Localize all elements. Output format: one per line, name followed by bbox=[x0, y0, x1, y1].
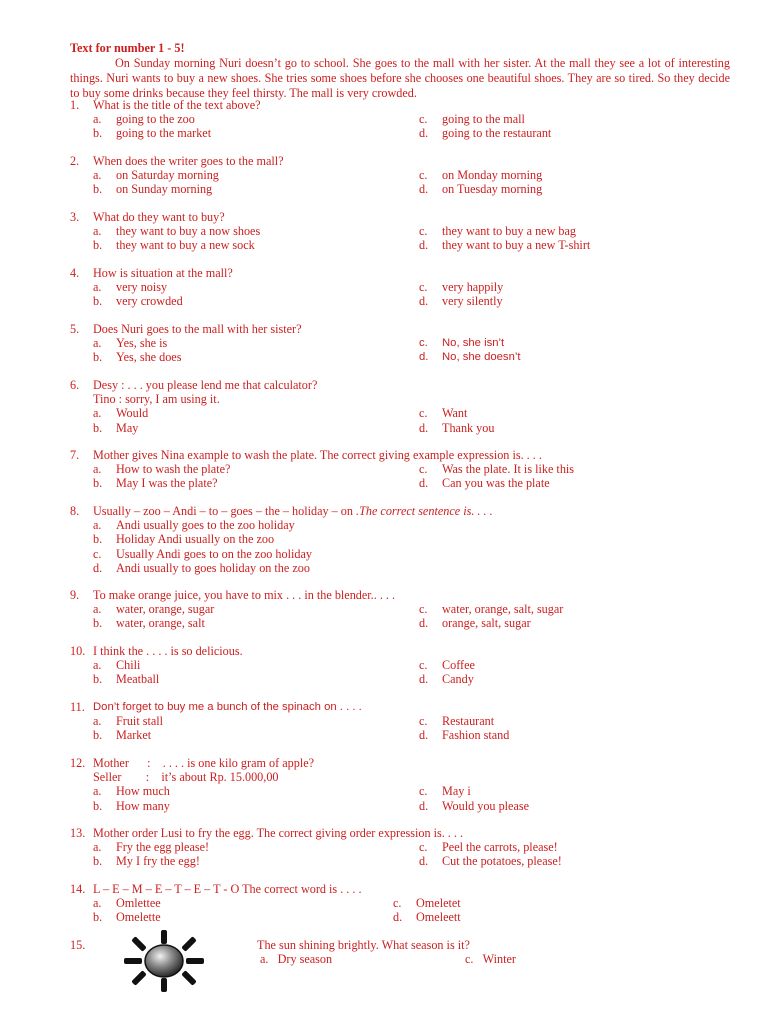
option-c[interactable] bbox=[419, 280, 719, 294]
question-8 bbox=[70, 504, 740, 575]
option-text: Omelette bbox=[116, 910, 161, 925]
question-text: The sun shining brightly. What season is it? bbox=[257, 938, 470, 952]
option-letter: c. bbox=[393, 896, 402, 911]
option-letter: b. bbox=[93, 126, 103, 141]
option-b[interactable] bbox=[93, 616, 419, 630]
option-letter: b. bbox=[93, 350, 103, 365]
question-number: 3. bbox=[70, 210, 80, 224]
option-letter: d. bbox=[419, 476, 429, 491]
question-text: Mother : . . . . is one kilo gram of apple? bbox=[93, 756, 315, 770]
option-letter: d. bbox=[419, 182, 429, 197]
option-a[interactable] bbox=[93, 406, 419, 420]
option-b[interactable] bbox=[93, 126, 419, 140]
option-text: Was the plate. It is like this bbox=[442, 462, 575, 477]
option-text: Would you please bbox=[442, 798, 530, 813]
question-number: 13. bbox=[70, 826, 86, 840]
option-text: Omeletet bbox=[416, 896, 461, 911]
question-7 bbox=[70, 448, 740, 491]
option-b[interactable] bbox=[93, 238, 419, 252]
question-number: 10. bbox=[70, 644, 86, 658]
option-a[interactable] bbox=[93, 168, 419, 182]
option-text: Yes, she does bbox=[116, 350, 182, 365]
question-text: Usually – zoo – Andi – to – goes – the – holiday – on bbox=[93, 504, 353, 518]
option-letter: d. bbox=[419, 420, 429, 435]
option-d[interactable] bbox=[419, 126, 719, 140]
option-a[interactable] bbox=[93, 896, 393, 910]
option-text: they want to buy a new sock bbox=[116, 238, 255, 253]
option-d[interactable] bbox=[93, 561, 719, 575]
question-6 bbox=[70, 378, 740, 435]
option-d[interactable] bbox=[419, 421, 719, 435]
option-text: Chili bbox=[116, 658, 141, 673]
option-letter: d. bbox=[419, 126, 429, 141]
option-text: they want to buy a new T-shirt bbox=[442, 238, 591, 253]
option-letter: b. bbox=[93, 294, 103, 309]
option-text: May i bbox=[442, 784, 471, 799]
option-text: very crowded bbox=[116, 294, 183, 309]
question-5 bbox=[70, 322, 740, 365]
option-letter: b. bbox=[93, 798, 103, 813]
option-text: going to the zoo bbox=[116, 112, 195, 127]
option-b[interactable] bbox=[93, 672, 419, 686]
question-text: I think the . . . . is so delicious. bbox=[93, 644, 243, 658]
option-c[interactable] bbox=[419, 168, 719, 182]
option-b[interactable] bbox=[93, 182, 419, 196]
reading-passage bbox=[70, 41, 730, 101]
option-letter: a. bbox=[93, 280, 102, 295]
option-c[interactable] bbox=[419, 112, 719, 126]
option-text: Andi usually to goes holiday on the zoo bbox=[116, 560, 310, 575]
question-number: 14. bbox=[70, 882, 86, 896]
option-b[interactable] bbox=[93, 294, 419, 308]
option-text: Would bbox=[116, 406, 149, 421]
option-text: very silently bbox=[442, 294, 503, 309]
option-text: Restaurant bbox=[442, 714, 495, 729]
option-b[interactable] bbox=[93, 799, 419, 813]
option-text: Yes, she is bbox=[116, 336, 168, 351]
question-instruction: .The correct sentence is. . . . bbox=[356, 504, 493, 518]
option-text: Cut the potatoes, please! bbox=[442, 854, 562, 869]
question-text: Desy : . . . you please lend me that calculator? bbox=[93, 378, 318, 392]
option-text: Usually Andi goes to on the zoo holiday bbox=[116, 546, 312, 561]
option-letter: b. bbox=[93, 420, 103, 435]
option-letter: b. bbox=[93, 910, 103, 925]
option-letter: c. bbox=[419, 337, 428, 350]
option-letter: c. bbox=[419, 462, 428, 477]
option-text: on Sunday morning bbox=[116, 182, 213, 197]
option-c[interactable] bbox=[419, 406, 719, 420]
option-a[interactable] bbox=[93, 658, 419, 672]
question-text: What is the title of the text above? bbox=[93, 98, 261, 112]
option-letter: c. bbox=[419, 784, 428, 799]
option-text: they want to buy a new bag bbox=[442, 224, 577, 239]
option-c[interactable] bbox=[419, 784, 719, 798]
option-c[interactable] bbox=[393, 896, 693, 910]
option-text: going to the market bbox=[116, 126, 212, 141]
option-text: Fruit stall bbox=[116, 714, 164, 729]
option-letter: c. bbox=[419, 280, 428, 295]
option-letter: c. bbox=[419, 406, 428, 421]
option-a[interactable] bbox=[93, 714, 419, 728]
question-number: 9. bbox=[70, 588, 80, 602]
question-number: 6. bbox=[70, 378, 80, 392]
option-letter: a. bbox=[93, 168, 102, 183]
option-text: orange, salt, sugar bbox=[442, 616, 531, 631]
option-text: Omeleett bbox=[416, 910, 461, 925]
option-letter: d. bbox=[419, 798, 429, 813]
option-text: Omlettee bbox=[116, 896, 161, 911]
option-text: Peel the carrots, please! bbox=[442, 840, 558, 855]
option-letter: b. bbox=[93, 476, 103, 491]
question-number: 12. bbox=[70, 756, 86, 770]
option-text: they want to buy a now shoes bbox=[116, 224, 261, 239]
option-letter: a. bbox=[260, 952, 269, 966]
question-dialog-line: Seller : it’s about Rp. 15.000,00 bbox=[93, 770, 279, 785]
option-d[interactable] bbox=[419, 616, 719, 630]
option-c[interactable] bbox=[419, 224, 719, 238]
option-letter: a. bbox=[93, 518, 102, 533]
option-b[interactable] bbox=[93, 350, 419, 364]
option-b[interactable] bbox=[93, 854, 419, 868]
question-text: Mother order Lusi to fry the egg. The correct giving order expression is. . . . bbox=[93, 826, 464, 840]
question-1 bbox=[70, 98, 740, 141]
option-letter: c. bbox=[419, 224, 428, 239]
option-text: going to the restaurant bbox=[442, 126, 552, 141]
option-letter: b. bbox=[93, 182, 103, 197]
question-text: L – E – M – E – T – E – T - O The correct word is . . . . bbox=[93, 882, 362, 896]
option-b[interactable] bbox=[93, 910, 393, 924]
option-text: How much bbox=[116, 784, 170, 799]
option-text: Market bbox=[116, 728, 152, 743]
option-b[interactable] bbox=[93, 421, 419, 435]
option-letter: d. bbox=[419, 238, 429, 253]
option-c[interactable] bbox=[419, 336, 719, 350]
option-letter: c. bbox=[419, 714, 428, 729]
option-letter: a. bbox=[93, 462, 102, 477]
passage-title: Text for number 1 - 5! bbox=[70, 41, 185, 55]
option-letter: d. bbox=[393, 910, 403, 925]
option-letter: b. bbox=[93, 616, 103, 631]
option-b[interactable] bbox=[93, 476, 419, 490]
question-text: Does Nuri goes to the mall with her sister? bbox=[93, 322, 302, 336]
option-c[interactable] bbox=[419, 840, 719, 854]
question-number: 1. bbox=[70, 98, 80, 112]
option-letter: a. bbox=[93, 896, 102, 911]
option-text: water, orange, sugar bbox=[116, 602, 215, 617]
question-number: 5. bbox=[70, 322, 80, 336]
option-a[interactable] bbox=[93, 224, 419, 238]
option-a[interactable] bbox=[93, 518, 719, 532]
option-letter: c. bbox=[419, 840, 428, 855]
question-10 bbox=[70, 644, 740, 687]
option-d[interactable] bbox=[419, 238, 719, 252]
question-number: 11. bbox=[70, 700, 85, 714]
option-letter: d. bbox=[419, 854, 429, 869]
option-letter: c. bbox=[419, 602, 428, 617]
option-a[interactable] bbox=[93, 336, 419, 350]
option-text: Coffee bbox=[442, 658, 475, 673]
option-letter: a. bbox=[93, 602, 102, 617]
option-text: Fry the egg please! bbox=[116, 840, 210, 855]
option-text: very noisy bbox=[116, 280, 168, 295]
option-b[interactable] bbox=[93, 532, 719, 546]
option-text: No, she doesn’t bbox=[442, 351, 521, 364]
option-text: May bbox=[116, 420, 139, 435]
option-text: My I fry the egg! bbox=[116, 854, 200, 869]
option-a[interactable] bbox=[93, 784, 419, 798]
option-text: water, orange, salt bbox=[116, 616, 205, 631]
option-text: Holiday Andi usually on the zoo bbox=[116, 532, 275, 547]
option-text: Can you was the plate bbox=[442, 476, 550, 491]
question-dialog-line: Tino : sorry, I am using it. bbox=[93, 392, 220, 407]
option-text: Candy bbox=[442, 672, 474, 687]
option-text: on Saturday morning bbox=[116, 168, 219, 183]
question-15-options bbox=[260, 952, 516, 966]
option-d[interactable] bbox=[393, 910, 693, 924]
question-number: 15. bbox=[70, 938, 86, 952]
question-4 bbox=[70, 266, 740, 309]
option-d[interactable] bbox=[419, 182, 719, 196]
option-b[interactable] bbox=[93, 728, 419, 742]
option-c[interactable] bbox=[93, 547, 719, 561]
option-letter: b. bbox=[93, 854, 103, 869]
passage-text: On Sunday morning Nuri doesn’t go to school. She goes to the mall with her sister. At the mall they see a lot of interesting things. Nuri wants to buy a new shoes. She tries some shoes before she chooses one beautiful shoes. They are so tired. So they decide to buy some drinks because they feel thirsty. The mall is very crowded. bbox=[70, 56, 730, 100]
option-letter: b. bbox=[93, 238, 103, 253]
option-letter: d. bbox=[419, 616, 429, 631]
option-a[interactable] bbox=[93, 280, 419, 294]
option-a[interactable] bbox=[93, 840, 419, 854]
option-text: How to wash the plate? bbox=[116, 462, 231, 477]
question-number: 2. bbox=[70, 154, 80, 168]
question-text: To make orange juice, you have to mix . . . in the blender.. . . . bbox=[93, 588, 396, 602]
question-14 bbox=[70, 882, 740, 925]
question-13 bbox=[70, 826, 740, 869]
option-text: No, she isn’t bbox=[442, 337, 505, 350]
option-letter: d. bbox=[93, 560, 103, 575]
option-a[interactable] bbox=[93, 462, 419, 476]
option-text: going to the mall bbox=[442, 112, 525, 127]
option-d[interactable] bbox=[419, 476, 719, 490]
option-text: on Tuesday morning bbox=[442, 182, 543, 197]
option-a[interactable] bbox=[93, 112, 419, 126]
option-letter: a. bbox=[93, 658, 102, 673]
option-c[interactable] bbox=[419, 462, 719, 476]
option-letter: d. bbox=[419, 728, 429, 743]
option-letter: a. bbox=[93, 406, 102, 421]
question-number: 4. bbox=[70, 266, 80, 280]
option-c[interactable] bbox=[419, 602, 719, 616]
option-d[interactable] bbox=[419, 854, 719, 868]
question-text: What do they want to buy? bbox=[93, 210, 225, 224]
sun-icon bbox=[122, 930, 206, 992]
option-a[interactable] bbox=[260, 952, 332, 966]
option-a[interactable] bbox=[93, 602, 419, 616]
option-text: Dry season bbox=[277, 952, 333, 966]
question-text: How is situation at the mall? bbox=[93, 266, 233, 280]
question-text: When does the writer goes to the mall? bbox=[93, 154, 284, 168]
question-11 bbox=[70, 700, 740, 743]
option-letter: b. bbox=[93, 672, 103, 687]
option-d[interactable] bbox=[419, 672, 719, 686]
option-text: very happily bbox=[442, 280, 504, 295]
option-text: Fashion stand bbox=[442, 728, 510, 743]
option-letter: c. bbox=[465, 952, 474, 966]
option-letter: a. bbox=[93, 784, 102, 799]
option-letter: b. bbox=[93, 728, 103, 743]
option-text: Thank you bbox=[442, 420, 495, 435]
option-letter: b. bbox=[93, 532, 103, 547]
option-letter: c. bbox=[419, 658, 428, 673]
question-number: 8. bbox=[70, 504, 80, 518]
option-letter: c. bbox=[419, 112, 428, 127]
question-9 bbox=[70, 588, 740, 631]
option-text: on Monday morning bbox=[442, 168, 543, 183]
option-letter: d. bbox=[419, 672, 429, 687]
option-letter: d. bbox=[419, 351, 429, 364]
option-text: Winter bbox=[482, 952, 516, 966]
option-letter: a. bbox=[93, 336, 102, 351]
option-letter: d. bbox=[419, 294, 429, 309]
question-text: Don’t forget to buy me a bunch of the spinach on . . . . bbox=[93, 701, 362, 713]
option-text: Want bbox=[442, 406, 468, 421]
option-letter: a. bbox=[93, 714, 102, 729]
option-c[interactable] bbox=[465, 952, 516, 966]
option-text: How many bbox=[116, 798, 170, 813]
option-letter: a. bbox=[93, 112, 102, 127]
option-letter: c. bbox=[419, 168, 428, 183]
option-c[interactable] bbox=[419, 658, 719, 672]
option-text: Andi usually goes to the zoo holiday bbox=[116, 518, 295, 533]
question-text: Mother gives Nina example to wash the plate. The correct giving example expression is. . . . bbox=[93, 448, 542, 462]
option-c[interactable] bbox=[419, 714, 719, 728]
question-2 bbox=[70, 154, 740, 197]
question-number: 7. bbox=[70, 448, 80, 462]
question-3 bbox=[70, 210, 740, 253]
option-d[interactable] bbox=[419, 728, 719, 742]
option-letter: a. bbox=[93, 840, 102, 855]
option-text: water, orange, salt, sugar bbox=[442, 602, 564, 617]
option-text: May I was the plate? bbox=[116, 476, 218, 491]
option-text: Meatball bbox=[116, 672, 160, 687]
option-d[interactable] bbox=[419, 294, 719, 308]
option-d[interactable] bbox=[419, 799, 719, 813]
option-letter: c. bbox=[93, 546, 102, 561]
question-12 bbox=[70, 756, 740, 813]
option-letter: a. bbox=[93, 224, 102, 239]
option-d[interactable] bbox=[419, 350, 719, 364]
